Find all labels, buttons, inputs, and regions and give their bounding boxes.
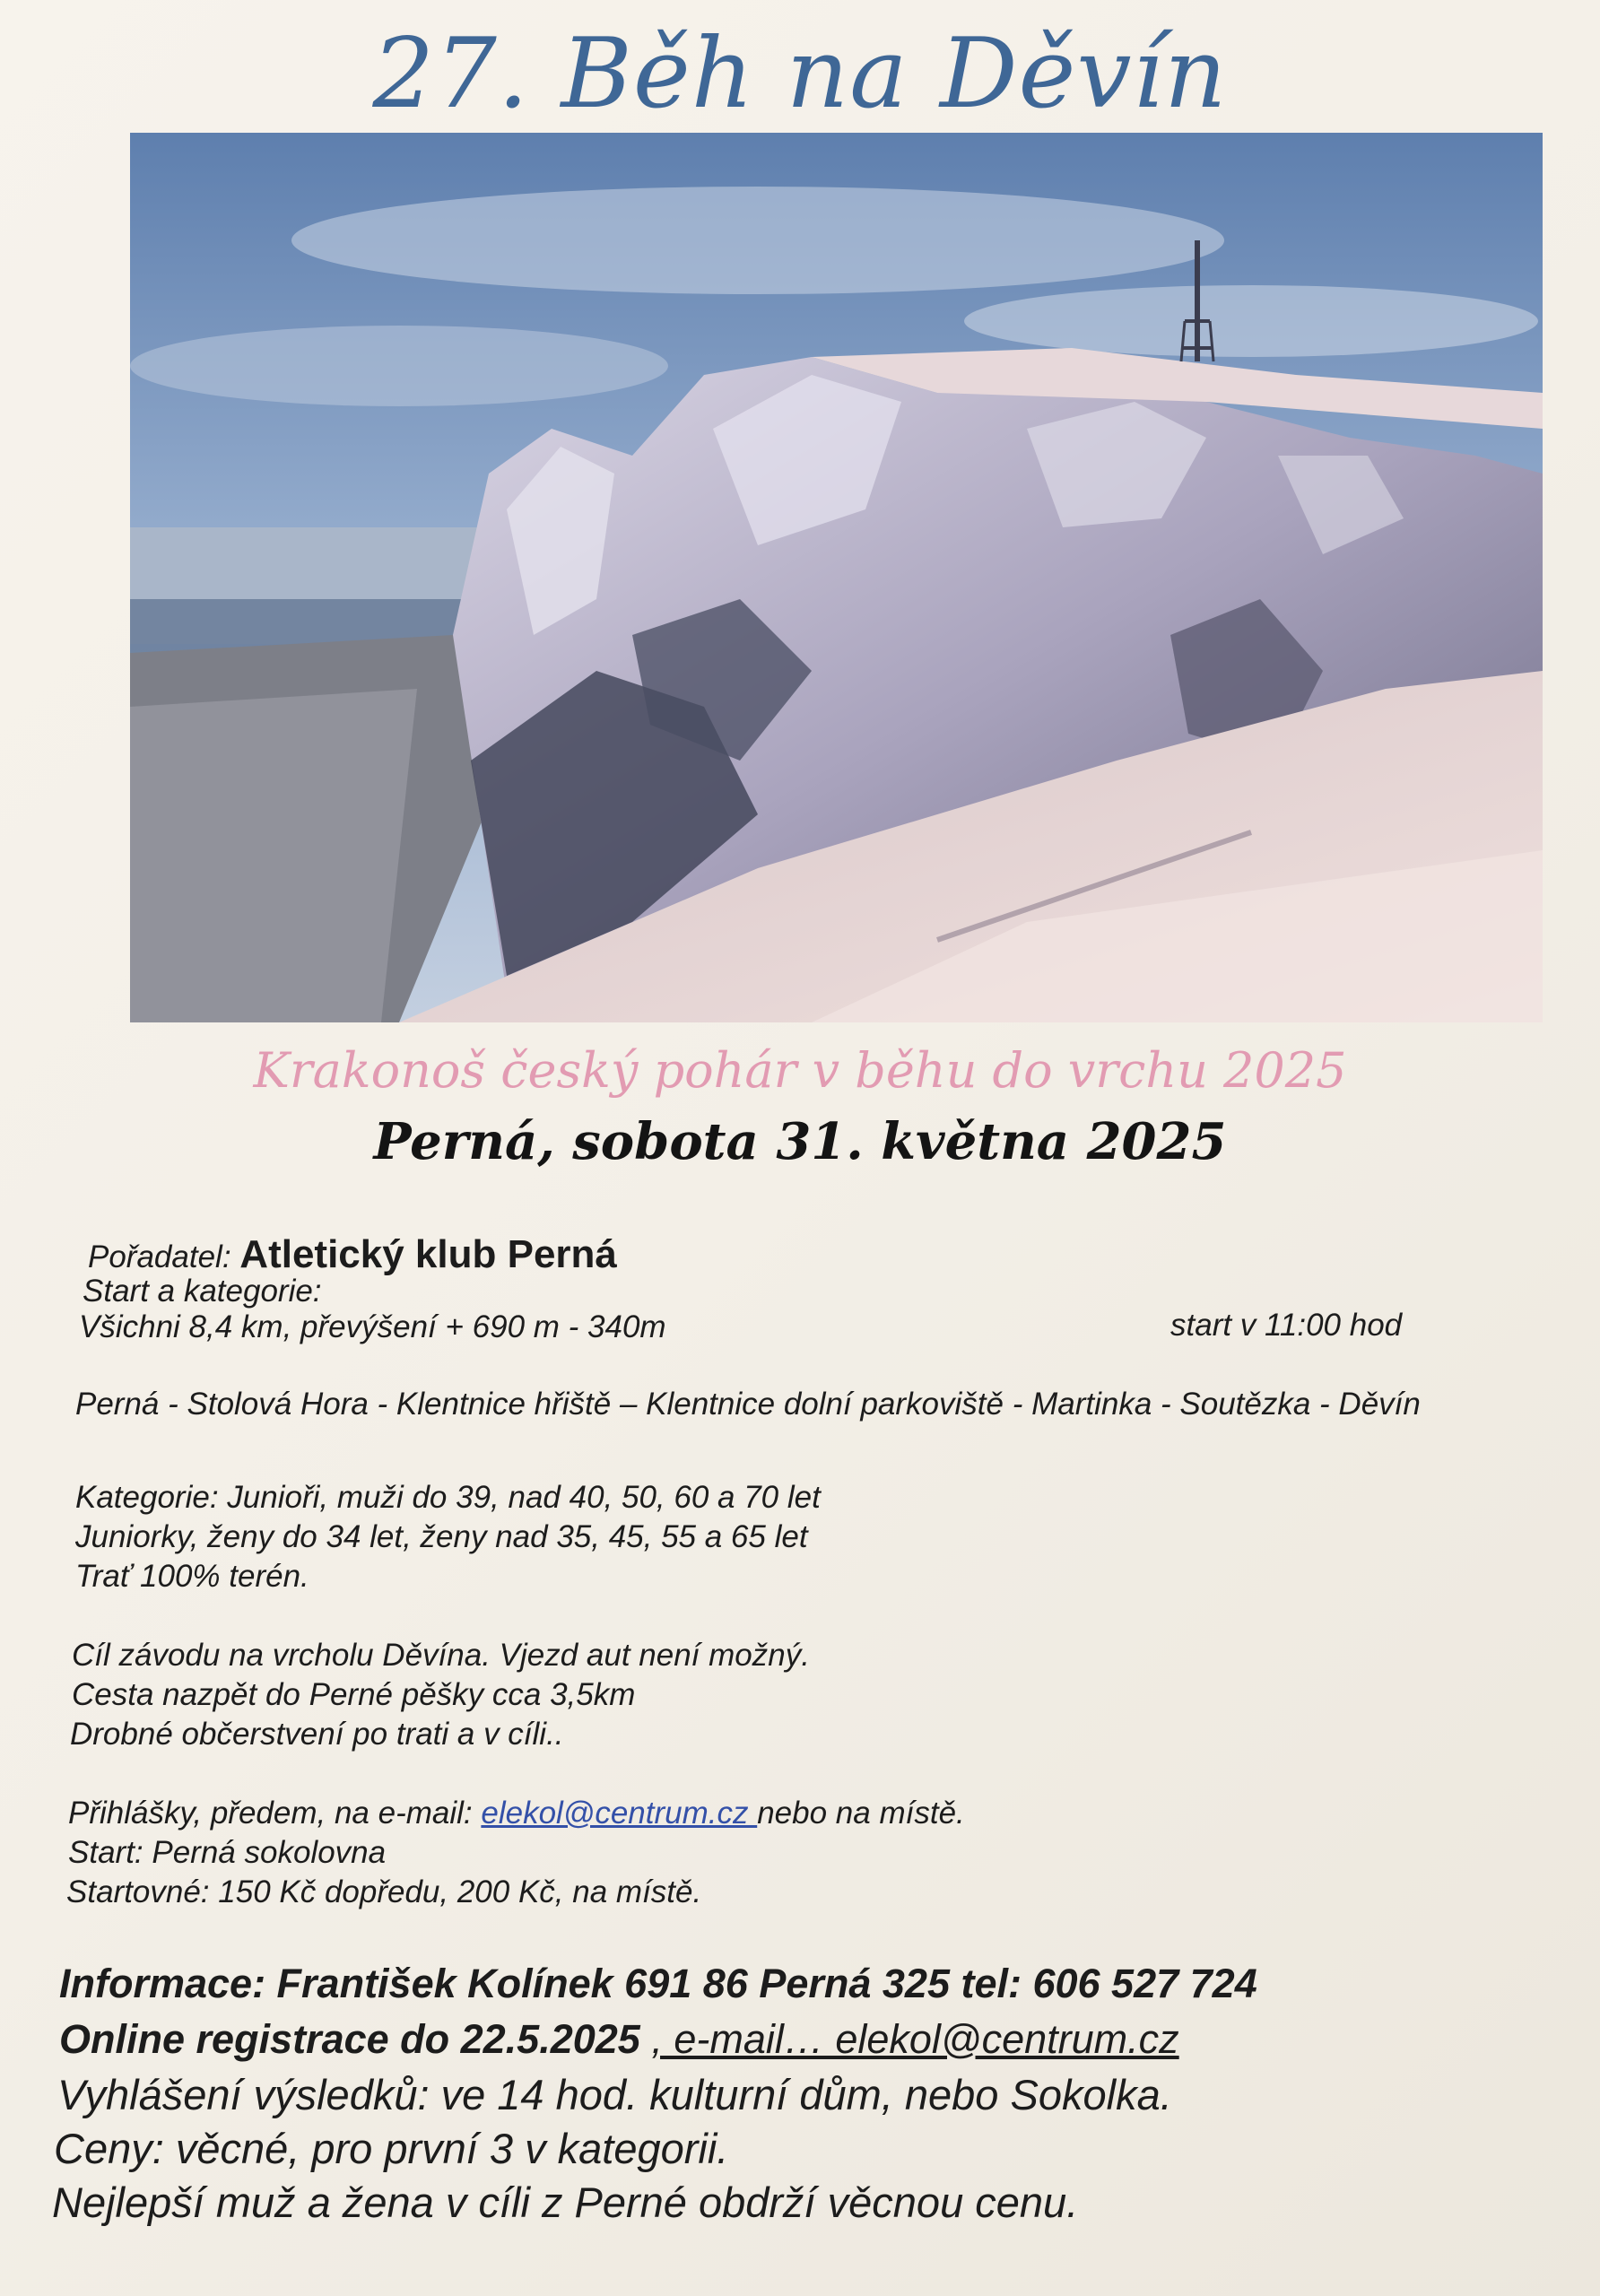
organizer-line	[88, 1232, 617, 1277]
mountain-photo	[130, 133, 1543, 1022]
online-registration-line	[59, 2016, 1179, 2063]
finish-info: Cíl závodu na vrcholu Děvína. Vjezd aut není možný.	[72, 1638, 810, 1673]
categories-women: Juniorky, ženy do 34 let, ženy nad 35, 45, 55 a 65 let	[75, 1519, 808, 1554]
start-fee: Startovné: 150 Kč dopředu, 200 Kč, na místě.	[66, 1874, 702, 1909]
start-place: Start: Perná sokolovna	[68, 1835, 387, 1870]
results-info: Vyhlášení výsledků: ve 14 hod. kulturní dům, nebo Sokolka.	[57, 2071, 1172, 2118]
online-registration-email-link[interactable]: , e-mail… elekol@centrum.cz	[651, 2016, 1179, 2062]
refreshment-info: Drobné občerstvení po trati a v cíli..	[70, 1717, 564, 1752]
event-date: Perná, sobota 31. května 2025	[373, 1112, 1227, 1171]
registration-prefix: Přihlášky, předem, na e-mail:	[68, 1796, 482, 1831]
track-type: Trať 100% terén.	[75, 1559, 309, 1594]
mountain-photo-icon	[130, 133, 1543, 1022]
prizes-info: Ceny: věcné, pro první 3 v kategorii.	[54, 2125, 729, 2172]
registration-line	[68, 1796, 965, 1831]
start-categories-label: Start a kategorie:	[83, 1274, 322, 1309]
route: Perná - Stolová Hora - Klentnice hřiště – Klentnice dolní parkoviště - Martinka - Soutězka - Děvín	[75, 1387, 1421, 1422]
contact-info: Informace: František Kolínek 691 86 Perná 325 tel: 606 527 724	[59, 1961, 1257, 2006]
online-registration-deadline: Online registrace do 22.5.2025	[59, 2016, 652, 2062]
categories-men: Kategorie: Junioři, muži do 39, nad 40, 50, 60 a 70 let	[75, 1480, 821, 1515]
start-time: start v 11:00 hod	[1170, 1308, 1403, 1343]
organizer-name: Atletický klub Perná	[239, 1232, 617, 1276]
registration-email-link[interactable]: elekol@centrum.cz	[481, 1796, 758, 1831]
distance-line: Všichni 8,4 km, převýšení + 690 m - 340m	[79, 1309, 666, 1344]
cup-name: Krakonoš český pohár v běhu do vrchu 2025	[253, 1042, 1347, 1099]
registration-suffix: nebo na místě.	[757, 1796, 965, 1831]
organizer-label: Pořadatel:	[88, 1239, 231, 1274]
poster-title: 27. Běh na Děvín	[372, 18, 1228, 130]
return-info: Cesta nazpět do Perné pěšky cca 3,5km	[72, 1677, 636, 1712]
best-finisher-info: Nejlepší muž a žena v cíli z Perné obdrží věcnou cenu.	[52, 2179, 1079, 2226]
